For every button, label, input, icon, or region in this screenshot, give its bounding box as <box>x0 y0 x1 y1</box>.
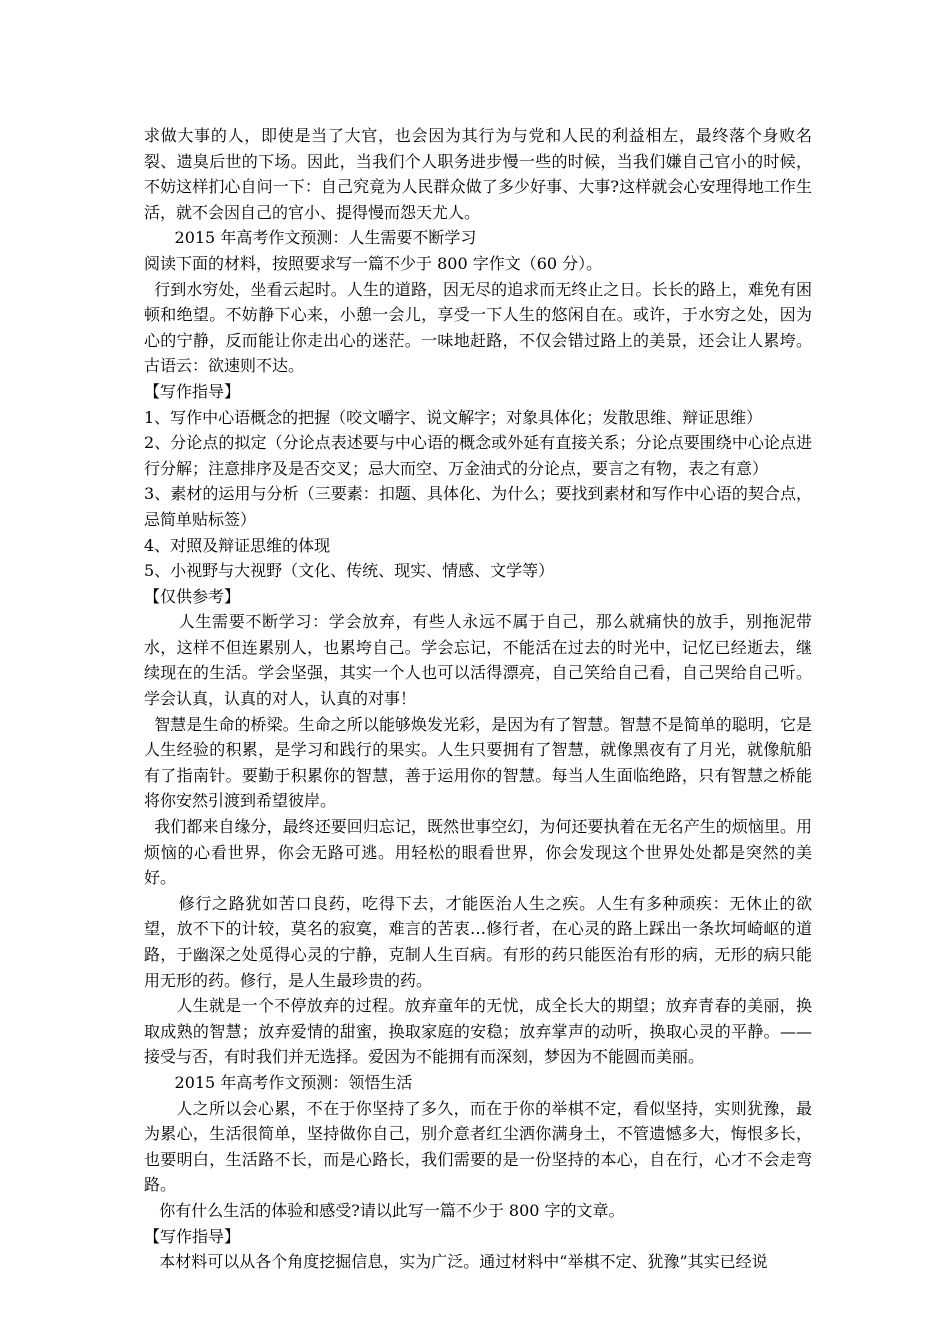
guide-item-2: 2、分论点的拟定（分论点表述要与中心语的概念或外延有直接关系；分论点要围绕中心论点进行分解；注意排序及是否交叉；忌大而空、万金油式的分论点，要言之有物，表之有意） <box>144 433 812 478</box>
life-prompt: 你有什么生活的体验和感受?请以此写一篇不少于 800 字的文章。 <box>144 1200 625 1220</box>
guide-item-5: 5、小视野与大视野（文化、传统、现实、情感、文学等） <box>144 561 555 581</box>
guide-item-4: 4、对照及辩证思维的体现 <box>144 535 331 555</box>
writing-guide-heading-2: 【写作指导】 <box>144 1226 241 1246</box>
reference-paragraph-4: 修行之路犹如苦口良药，吃得下去，才能医治人生之疾。人生有多种顽疾：无休止的欲望，放不下的计较，莫名的寂寞，难言的苦衷…修行者，在心灵的路上踩出一条坎坷崎岖的道路，于幽深之处觅得心灵的宁静，克制人生百病。有形的药只能医治有形的病，无形的病只能用无形的药。修行，是人生最珍贵的药。 <box>144 893 812 990</box>
reference-heading: 【仅供参考】 <box>144 586 241 606</box>
document-body <box>144 123 812 1275</box>
guide-paragraph-last: 本材料可以从各个角度挖掘信息，实为广泛。通过材料中“举棋不定、犹豫”其实已经说 <box>144 1252 768 1272</box>
guide-item-3: 3、素材的运用与分析（三要素：扣题、具体化、为什么；要找到素材和写作中心语的契合点，忌简单贴标签） <box>144 484 812 529</box>
section-title-life: 2015 年高考作文预测：领悟生活 <box>144 1072 413 1092</box>
writing-guide-heading: 【写作指导】 <box>144 381 241 401</box>
section-title-learning: 2015 年高考作文预测：人生需要不断学习 <box>144 228 477 248</box>
prompt-instruction: 阅读下面的材料，按照要求写一篇不少于 800 字作文（60 分）。 <box>144 253 603 273</box>
reference-paragraph-5: 人生就是一个不停放弃的过程。放弃童年的无忧，成全长大的期望；放弃青春的美丽，换取成熟的智慧；放弃爱情的甜蜜，换取家庭的安稳；放弃掌声的动听，换取心灵的平静。——接受与否，有时我们并无选择。爱因为不能拥有而深刻，梦因为不能圆而美丽。 <box>144 996 812 1067</box>
paragraph-intro: 求做大事的人，即使是当了大官，也会因为其行为与党和人民的利益相左，最终落个身败名裂、遗臭后世的下场。因此，当我们个人职务进步慢一些的时候，当我们嫌自己官小的时候，不妨这样扪心自问一下：自己究竟为人民群众做了多少好事、大事?这样就会心安理得地工作生活，就不会因自己的官小、提得慢而怨天尤人。 <box>144 126 812 222</box>
reference-paragraph-3: 我们都来自缘分，最终还要回归忘记，既然世事空幻，为何还要执着在无名产生的烦恼里。用烦恼的心看世界，你会无路可逃。用轻松的眼看世界，你会发现这个世界处处都是突然的美好。 <box>144 817 812 888</box>
reference-paragraph-1: 人生需要不断学习：学会放弃，有些人永远不属于自己，那么就痛快的放手，别拖泥带水，这样不但连累别人，也累垮自己。学会忘记，不能活在过去的时光中，记忆已经逝去，继续现在的生活。学会坚强，其实一个人也可以活得漂亮，自己笑给自己看，自己哭给自己听。学会认真，认真的对人，认真的对事！ <box>144 612 812 709</box>
material-paragraph: 行到水穷处，坐看云起时。人生的道路，因无尽的追求而无终止之日。长长的路上，难免有困顿和绝望。不妨静下心来，小憩一会儿，享受一下人生的悠闲自在。或许，于水穷之处，因为心的宁静，反而能让你走出心的迷茫。一味地赶路，不仅会错过路上的美景，还会让人累垮。古语云：欲速则不达。 <box>144 279 812 376</box>
guide-item-1: 1、写作中心语概念的把握（咬文嚼字、说文解字；对象具体化；发散思维、辩证思维） <box>144 407 763 427</box>
life-material-paragraph: 人之所以会心累，不在于你坚持了多久，而在于你的举棋不定，看似坚持，实则犹豫，最为累心，生活很简单，坚持做你自己，别介意者红尘洒你满身土，不管遗憾多大，悔恨多长，也要明白，生活路不长，而是心路长，我们需要的是一份坚持的本心，自在行，心才不会走弯路。 <box>144 1098 812 1195</box>
reference-paragraph-2: 智慧是生命的桥梁。生命之所以能够焕发光彩，是因为有了智慧。智慧不是简单的聪明，它是人生经验的积累，是学习和践行的果实。人生只要拥有了智慧，就像黑夜有了月光，就像航船有了指南针。要勤于积累你的智慧，善于运用你的智慧。每当人生面临绝路，只有智慧之桥能将你安然引渡到希望彼岸。 <box>144 714 812 811</box>
